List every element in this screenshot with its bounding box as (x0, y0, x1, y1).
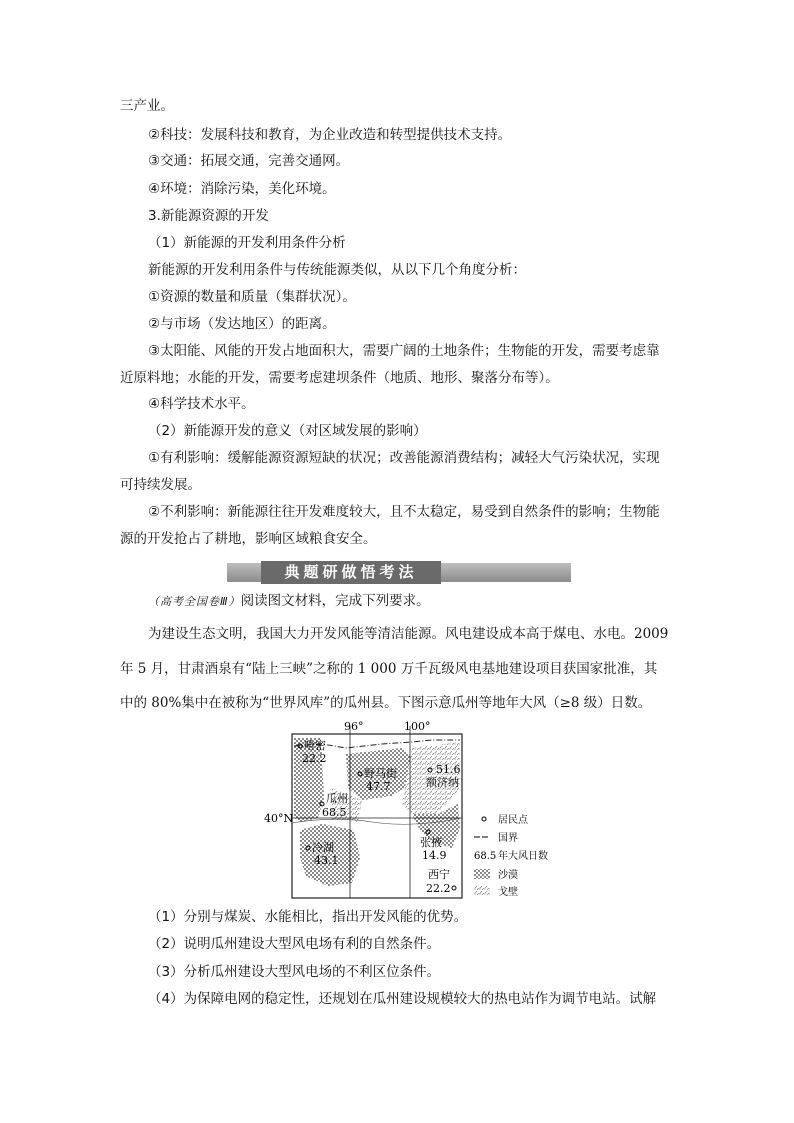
legend-days-value: 68.5 (474, 851, 497, 862)
text-line: ③太阳能、风能的开发占地面积大，需要广阔的土地条件；生物能的开发，需要考虑靠 (148, 343, 660, 359)
svg-text:43.1: 43.1 (314, 854, 339, 867)
legend-gobi: 戈壁 (498, 887, 518, 898)
text-line: ①资源的数量和质量（集群状况）。 (148, 289, 356, 305)
sub-heading: （2）新能源开发的意义（对区域发展的影响） (148, 423, 427, 439)
text-line: ④科学技术水平。 (148, 396, 255, 412)
text-line: ②科技：发展科技和教育，为企业改造和转型提供技术支持。 (148, 127, 512, 143)
text-line: ②与市场（发达地区）的距离。 (148, 316, 336, 332)
material-line: 为建设生态文明，我国大力开发风能等清洁能源。风电建设成本高于煤电、水电。2009 (148, 626, 669, 642)
text-line: 源的开发抢占了耕地，影响区域粮食安全。 (120, 531, 377, 547)
question-header (148, 591, 676, 612)
longitude-label: 96° (344, 720, 364, 733)
legend-settlement: 居民点 (498, 815, 528, 826)
svg-text:野马街: 野马街 (364, 767, 397, 780)
question-item: （3）分析瓜州建设大型风电场的不利区位条件。 (148, 964, 441, 980)
question-item: （2）说明瓜州建设大型风电场有利的自然条件。 (148, 936, 441, 952)
wind-map-figure (262, 718, 582, 900)
svg-text:哈密: 哈密 (304, 739, 326, 752)
question-source: （高考全国卷Ⅲ） (148, 595, 241, 608)
svg-text:瓜州: 瓜州 (326, 792, 348, 805)
banner-title: 典题研做悟考法 (261, 561, 441, 584)
text-line: 三产业。 (120, 98, 174, 114)
question-item: （1）分别与煤炭、水能相比，指出开发风能的优势。 (148, 909, 468, 925)
legend-border: 国界 (498, 833, 518, 844)
map-legend (474, 813, 548, 898)
svg-text:冷湖: 冷湖 (312, 841, 334, 854)
text-line: ③交通：拓展交通，完善交通网。 (148, 153, 350, 169)
svg-text:张掖: 张掖 (420, 836, 442, 849)
svg-text:14.9: 14.9 (422, 849, 447, 862)
svg-text:西宁: 西宁 (428, 868, 450, 881)
section-heading: 3.新能源资源的开发 (148, 208, 269, 224)
material-line: 中的 80%集中在被称为“世界风库”的瓜州县。下图示意瓜州等地年大风（≥8 级）日数。 (120, 695, 652, 711)
material-line: 年 5 月，甘肃酒泉有“陆上三峡”之称的 1 000 万千瓦级风电基地建设项目获国家批准，其 (120, 661, 658, 677)
question-item: （4）为保障电网的稳定性，还规划在瓜州建设规模较大的热电站作为调节电站。试解 (148, 991, 657, 1007)
text-line: 近原料地；水能的开发，需要考虑建坝条件（地质、地形、聚落分布等）。 (120, 370, 559, 386)
svg-text:51.6: 51.6 (436, 763, 461, 776)
svg-text:68.5: 68.5 (322, 806, 347, 819)
text-line: ④环境：消除污染，美化环境。 (148, 181, 336, 197)
svg-text:22.2: 22.2 (302, 752, 327, 765)
svg-text:47.7: 47.7 (366, 780, 391, 793)
legend-days: 年大风日数 (498, 851, 548, 862)
latitude-label: 40°N (264, 812, 294, 825)
text-line: 可持续发展。 (120, 477, 201, 493)
text-line: ②不利影响：新能源往往开发难度较大，且不太稳定，易受到自然条件的影响；生物能 (148, 504, 660, 520)
text-line: ①有利影响：缓解能源资源短缺的状况；改善能源消费结构；减轻大气污染状况，实现 (148, 450, 660, 466)
text-line: 新能源的开发利用条件与传统能源类似，从以下几个角度分析： (148, 262, 526, 278)
longitude-label: 100° (404, 720, 431, 733)
svg-text:22.2: 22.2 (426, 882, 451, 895)
sub-heading: （1）新能源的开发利用条件分析 (148, 235, 346, 251)
section-banner (227, 563, 571, 582)
svg-text:额济纳: 额济纳 (426, 776, 459, 789)
legend-desert: 沙漠 (498, 870, 518, 881)
question-intro: 阅读图文材料，完成下列要求。 (240, 593, 430, 609)
